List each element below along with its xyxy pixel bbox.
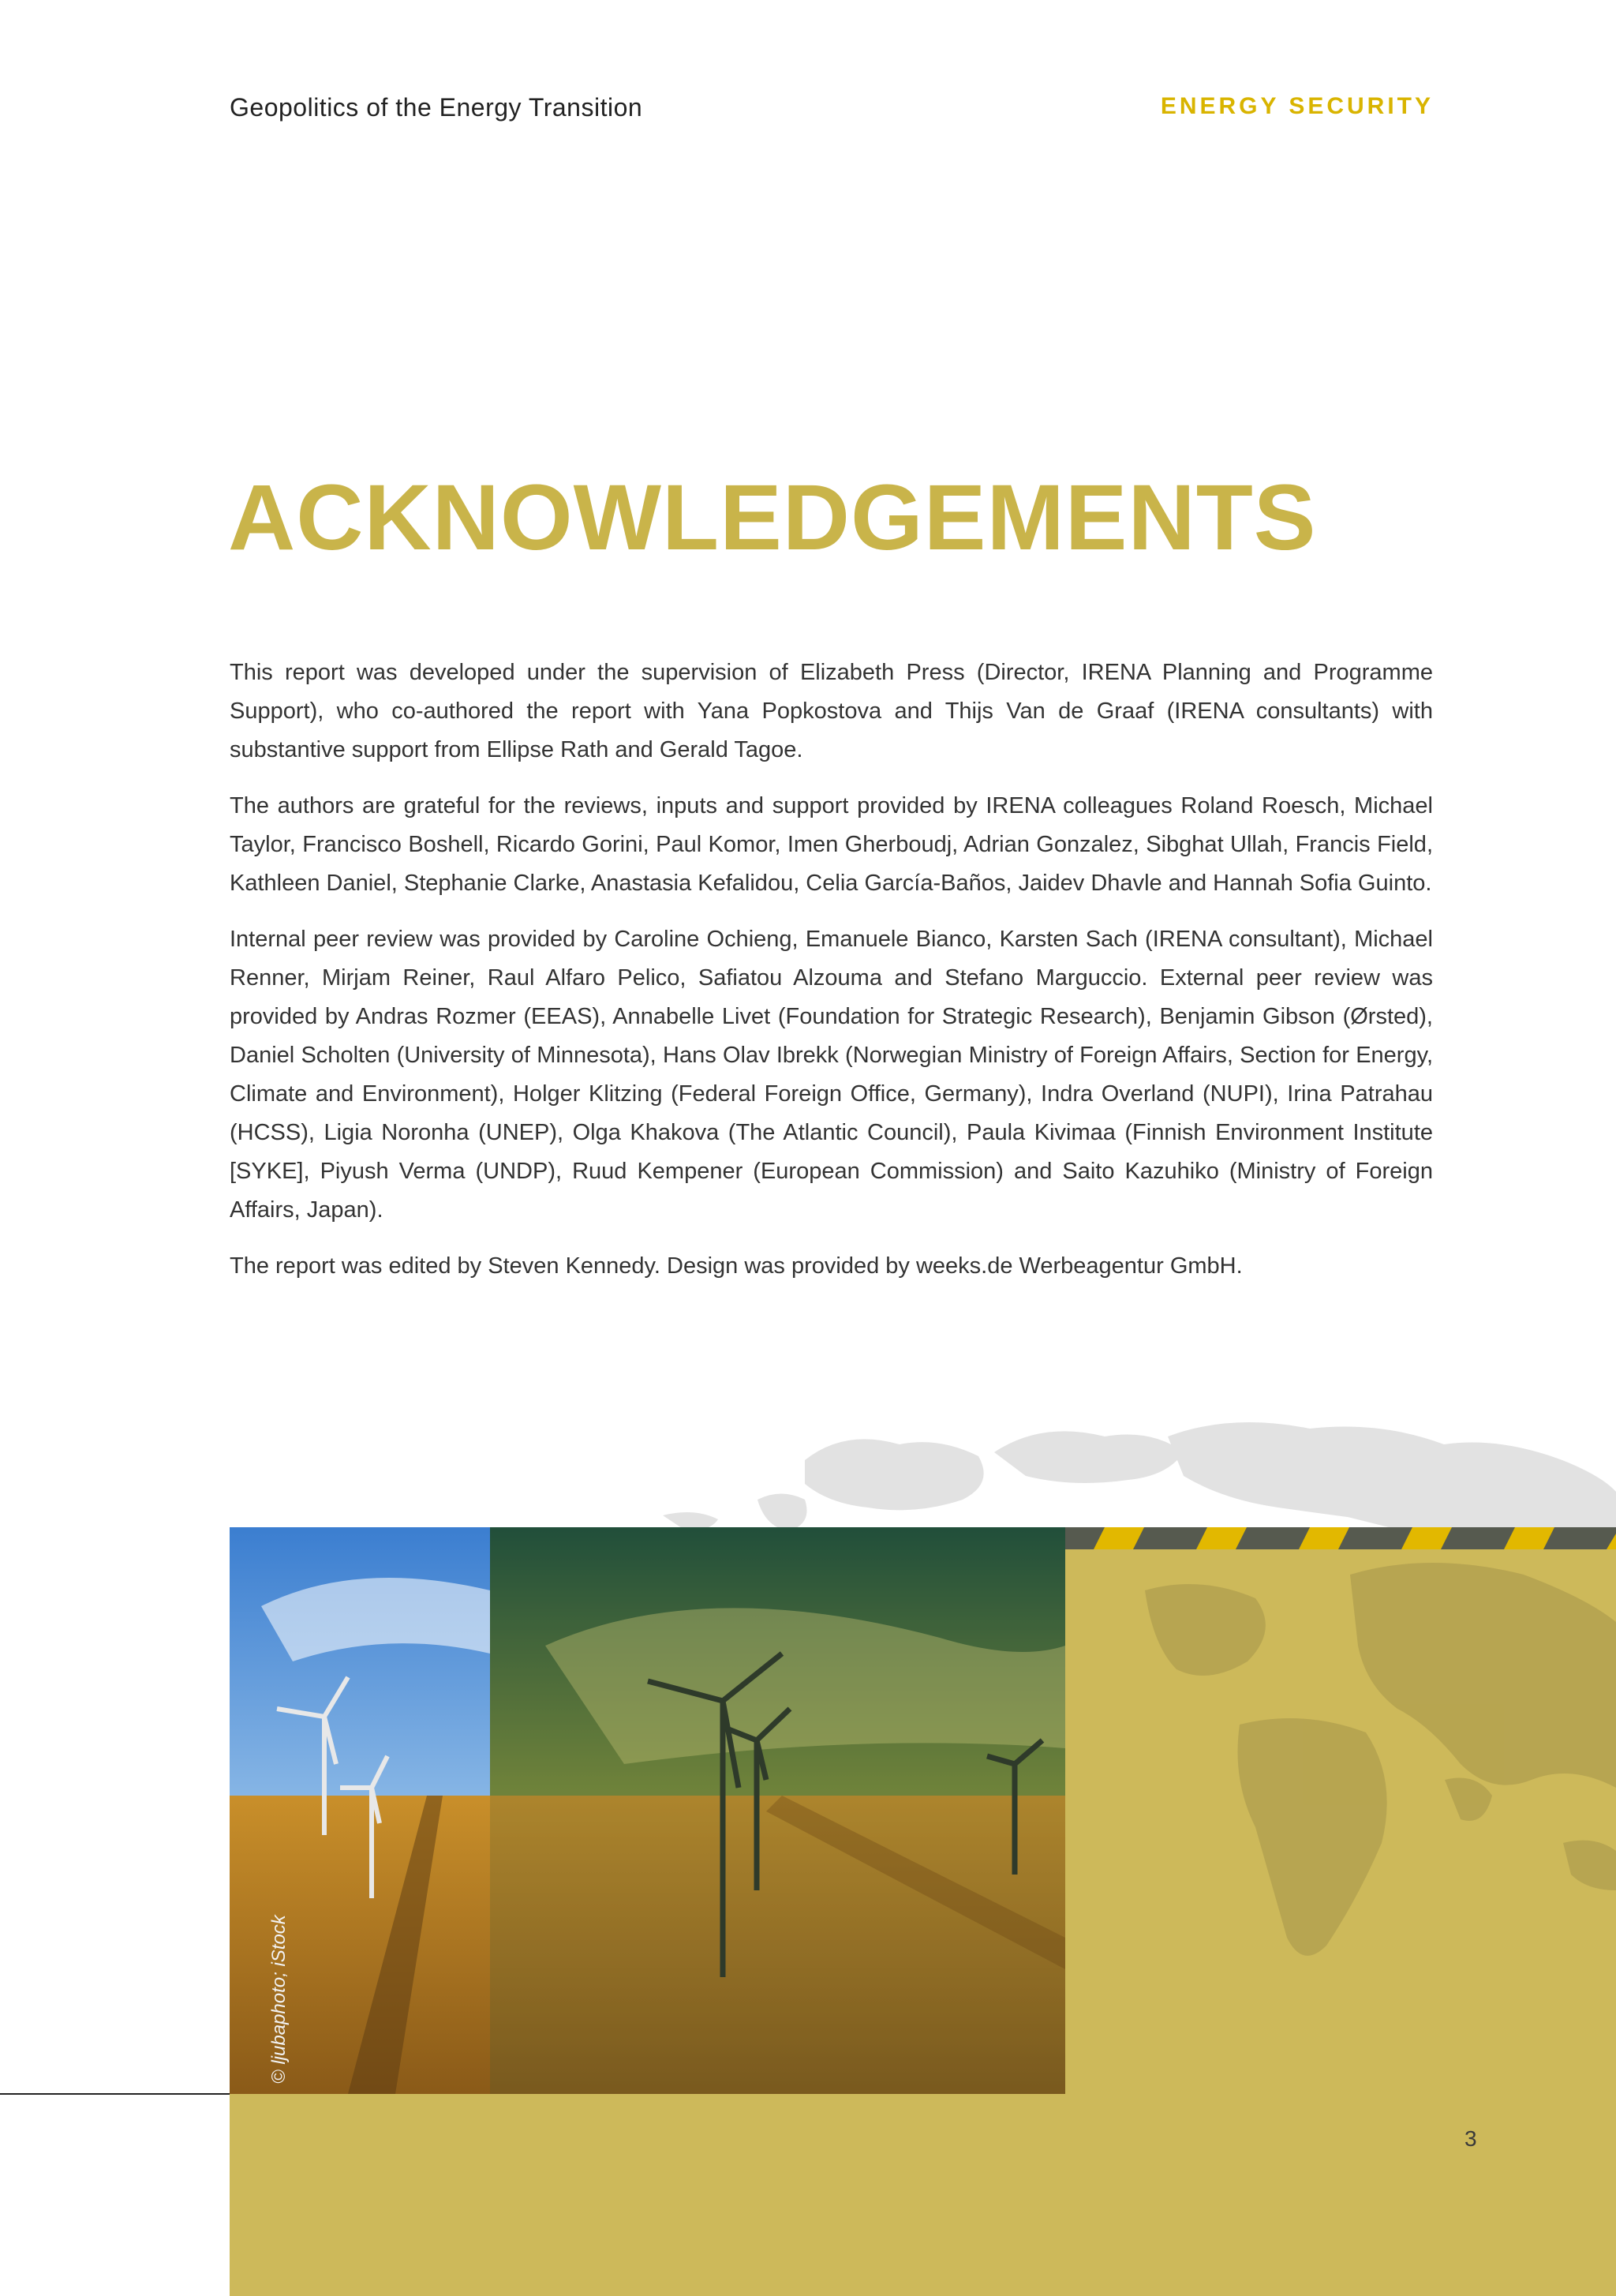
running-header-title: Geopolitics of the Energy Transition	[230, 93, 643, 122]
paragraph-2: The authors are grateful for the reviews, inputs and support provided by IRENA colleagues Roland Roesch, Michael Taylor, Francisco Boshell, Ricardo Gorini, Paul Komor, Imen Gherboudj, Adrian Gonzalez, Sibghat Ullah, Francis Field, Kathleen Daniel, Stephanie Clarke, Anastasia Kefalidou, Celia García-Baños, Jaidev Dhavle and Hannah Sofia Guinto.	[230, 793, 1433, 896]
page-number: 3	[1464, 2126, 1477, 2151]
photo-credit: © ljubaphoto; iStock	[268, 1915, 290, 2084]
paragraph-1: This report was developed under the supervision of Elizabeth Press (Director, IRENA Planning and Programme Support), who co-authored the report with Yana Popkostova and Thijs Van de Graaf (IRENA consultants) with substantive support from Ellipse Rath and Gerald Tagoe.	[230, 660, 1433, 762]
page-title: ACKNOWLEDGEMENTS	[228, 466, 1317, 570]
footer-rule	[0, 2093, 230, 2095]
acknowledgements-body	[230, 654, 1433, 1303]
paragraph-3: Internal peer review was provided by Caroline Ochieng, Emanuele Bianco, Karsten Sach (IRENA consultant), Michael Renner, Mirjam Reiner, Raul Alfaro Pelico, Safiatou Alzouma and Stefano Marguccio. External peer review was provided by Andras Rozmer (EEAS), Annabelle Livet (Foundation for Strategic Research), Benjamin Gibson (Ørsted), Daniel Scholten (University of Minnesota), Hans Olav Ibrekk (Norwegian Ministry of Foreign Affairs, Section for Energy, Climate and Environment), Holger Klitzing (Federal Foreign Office, Germany), Indra Overland (NUPI), Irina Patrahau (HCSS), Ligia Noronha (UNEP), Olga Khakova (The Atlantic Council), Paula Kivimaa (Finnish Environment Institute [SYKE], Piyush Verma (UNDP), Ruud Kempener (European Commission) and Saito Kazuhiko (Ministry of Foreign Affairs, Japan).	[230, 927, 1433, 1223]
paragraph-4: The report was edited by Steven Kennedy. Design was provided by weeks.de Werbeagentur GmbH.	[230, 1253, 1243, 1279]
wind-turbine-photo	[230, 1527, 1065, 2094]
running-header-section: ENERGY SECURITY	[1160, 93, 1434, 119]
